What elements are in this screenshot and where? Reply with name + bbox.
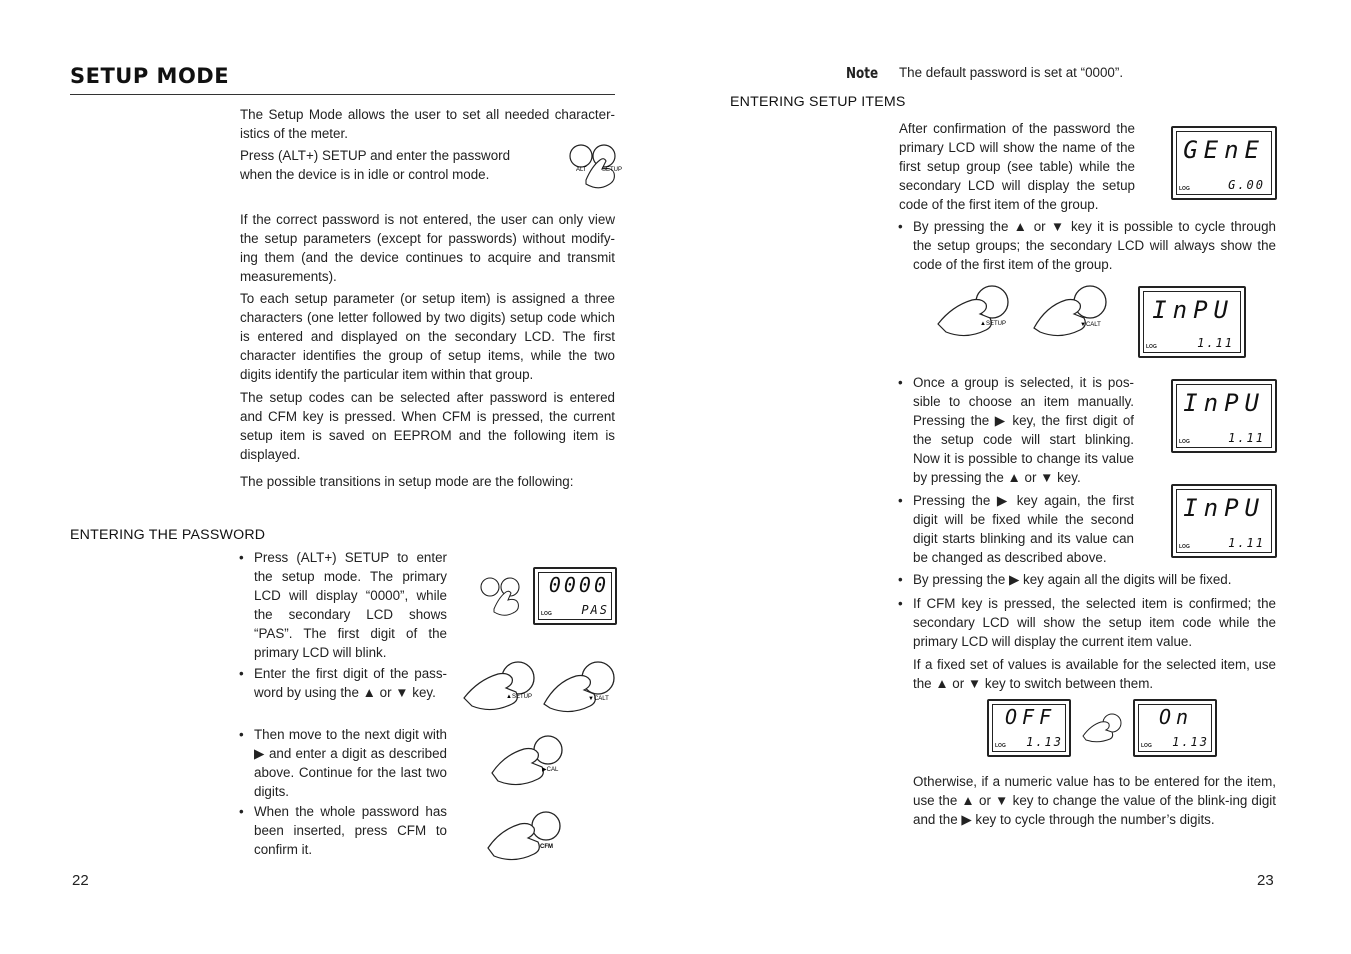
lcd-secondary-text: 1.11	[1228, 536, 1265, 550]
cal-right-key-hand-figure	[488, 733, 568, 791]
password-info-paragraph: If the correct password is not entered, the user can only view the setup parameters (except for passwords) without modify-ing them (and the device continues to acquire and transmit measurements).	[240, 212, 615, 284]
lcd-primary-text: InPU	[1152, 296, 1234, 324]
lcd-log-label: LOG	[1179, 439, 1190, 445]
setup-up-key-hand-figure	[934, 284, 1014, 342]
page-title: SETUP MODE	[70, 64, 230, 88]
setup-up-key-hand-figure	[460, 658, 540, 718]
bullet-item: • Press (ALT+) SETUP to enter the setup mode. The primary LCD will display “0000”, while the secondary LCD shows “PAS”. The first digit of the primary LCD will blink.	[254, 548, 447, 662]
lcd-primary-text: On	[1159, 705, 1194, 729]
title-divider	[70, 94, 615, 95]
alt-key-label: ALT	[576, 167, 587, 173]
cal-right-key-label: ▶CAL	[542, 767, 559, 773]
lcd-secondary-text: 1.11	[1197, 336, 1234, 350]
transitions-paragraph: The possible transitions in setup mode are the following:	[240, 474, 574, 489]
lcd-primary-text: 0000	[548, 573, 609, 597]
cfm-key-label: CFM	[540, 844, 553, 850]
setup-items-paragraph: After confirmation of the password the primary LCD will show the name of the first setup group (see table) while the secondary LCD will display the setup code of the first item of the group.	[899, 121, 1135, 212]
lcd-display-gene	[1171, 126, 1277, 200]
lcd-secondary-text: G.00	[1228, 178, 1265, 192]
intro-instruction: Press (ALT+) SETUP and enter the password when the device is in idle or control mode.	[240, 148, 511, 182]
lcd-log-label: LOG	[1146, 344, 1157, 350]
lcd-primary-text: GEnE	[1183, 136, 1265, 164]
fixed-values-paragraph: If a fixed set of values is available for the selected item, use the ▲ or ▼ key to switch between them.	[913, 657, 1276, 691]
setup-key-label: ▲SETUP	[980, 321, 1006, 327]
section-heading-password: ENTERING THE PASSWORD	[70, 527, 266, 543]
lcd-display-inpu-first-digit	[1171, 379, 1277, 453]
bullet-item: • If CFM key is pressed, the selected item is confirmed; the secondary LCD will show the setup item code while the primary LCD will display the current item value.	[913, 594, 1276, 651]
lcd-log-label: LOG	[541, 611, 552, 617]
note-text: The default password is set at “0000”.	[899, 65, 1124, 80]
page-number-left: 22	[72, 872, 89, 889]
bullet-item: • Pressing the ▶ key again, the first digit will be fixed while the second digit starts blinking and its value can be changed as described above.	[913, 491, 1134, 567]
lcd-secondary-text: 1.11	[1228, 431, 1265, 445]
setup-key-label: SETUP	[602, 167, 623, 173]
cfm-key-hand-figure	[484, 808, 564, 864]
lcd-primary-text: InPU	[1183, 389, 1265, 417]
lcd-log-label: LOG	[1179, 544, 1190, 550]
setup-key-label: ▲SETUP	[506, 694, 532, 700]
cal-key-small-hand-figure	[1080, 712, 1126, 742]
bullet-item: • Enter the first digit of the pass-word by using the ▲ or ▼ key.	[254, 664, 447, 702]
bullet-item: • By pressing the ▲ or ▼ key it is possible to cycle through the setup groups; the secondary LCD will always show the code of the first item of the group.	[913, 217, 1276, 274]
lcd-display-off	[987, 699, 1071, 757]
cal-down-key-label: ▼CALT	[588, 696, 609, 702]
bullet-item: • Then move to the next digit with ▶ and enter a digit as described above. Continue for the last two digits.	[254, 725, 447, 801]
setup-code-paragraph: To each setup parameter (or setup item) is assigned a three characters (one letter followed by two digits) setup code which is entered and displayed on the secondary LCD. The first character identifies the group of setup items, while the two digits identify the particular item within that group.	[240, 291, 615, 382]
lcd-log-label: LOG	[995, 743, 1006, 749]
cal-down-key-hand-figure	[1030, 284, 1110, 342]
lcd-secondary-text: PAS	[581, 603, 609, 617]
cal-down-key-label: ▼CALT	[1080, 322, 1101, 328]
cfm-paragraph: The setup codes can be selected after password is entered and CFM key is pressed. When CFM is pressed, the current setup item is saved on EEPROM and the following item is displayed.	[240, 390, 615, 462]
cal-down-key-hand-figure	[540, 660, 620, 720]
alt-setup-small-hand-figure	[478, 573, 528, 625]
lcd-display-password	[533, 567, 617, 625]
bullet-item: • When the whole password has been inserted, press CFM to confirm it.	[254, 802, 447, 859]
intro-paragraph: The Setup Mode allows the user to set all needed character-istics of the meter.	[240, 107, 615, 141]
lcd-log-label: LOG	[1141, 743, 1152, 749]
lcd-display-inpu-second-digit	[1171, 484, 1277, 558]
bullet-item: • By pressing the ▶ key again all the digits will be fixed.	[913, 570, 1276, 589]
lcd-primary-text: OFF	[1005, 705, 1057, 729]
lcd-primary-text: InPU	[1183, 494, 1265, 522]
numeric-value-paragraph: Otherwise, if a numeric value has to be entered for the item, use the ▲ or ▼ key to change the value of the blink-ing digit and the ▶ key to cycle through the number’s digits.	[913, 774, 1276, 827]
page-number-right: 23	[1257, 872, 1274, 889]
lcd-secondary-text: 1.13	[1026, 735, 1063, 749]
lcd-log-label: LOG	[1179, 186, 1190, 192]
note-label: Note	[846, 64, 879, 82]
bullet-item: • Once a group is selected, it is pos-sible to choose an item manually. Pressing the ▶ key, the first digit of the setup code will start blinking. Now it is possible to change its value by pressing the ▲ or ▼ key.	[913, 373, 1134, 487]
lcd-display-inpu-group	[1138, 286, 1246, 358]
lcd-display-on	[1133, 699, 1217, 757]
lcd-secondary-text: 1.13	[1172, 735, 1209, 749]
alt-setup-hand-figure	[566, 140, 623, 198]
section-heading-setup-items: ENTERING SETUP ITEMS	[730, 94, 906, 110]
